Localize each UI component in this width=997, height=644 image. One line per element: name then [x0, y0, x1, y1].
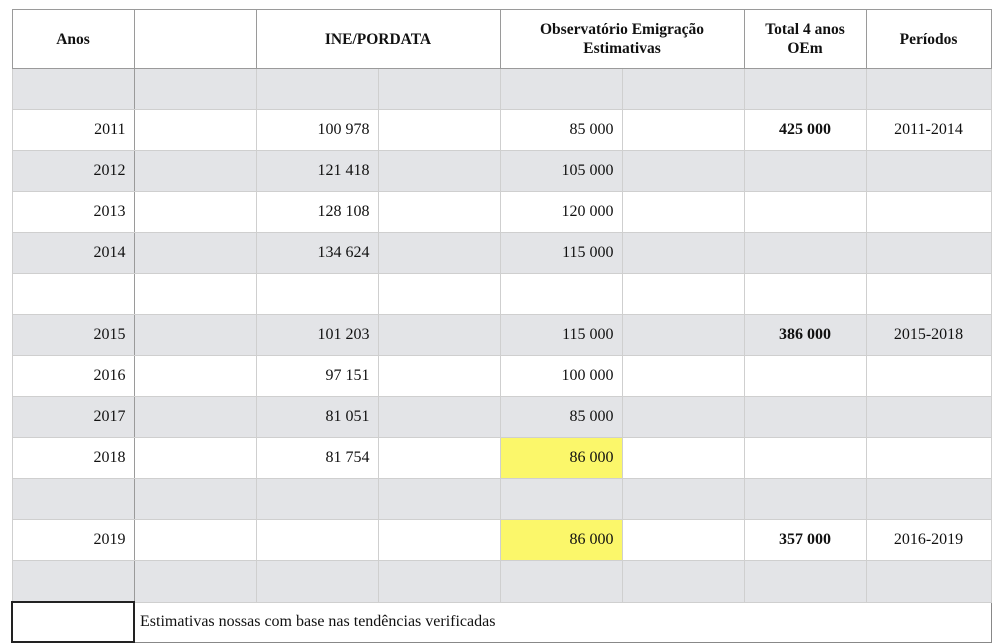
- header-blank: [134, 10, 256, 69]
- table-row: [12, 110, 991, 151]
- period-cell: [866, 356, 991, 397]
- cell: [378, 561, 500, 603]
- cell: [378, 356, 500, 397]
- total-cell: [744, 151, 866, 192]
- legend-note: Estimativas nossas com base nas tendências verificadas: [134, 602, 991, 642]
- cell: [256, 274, 378, 315]
- ine-cell: 121 418: [256, 151, 378, 192]
- cell: [622, 110, 744, 151]
- ine-cell: 128 108: [256, 192, 378, 233]
- cell: [256, 479, 378, 520]
- cell: [744, 479, 866, 520]
- cell: [622, 356, 744, 397]
- year-cell: 2014: [12, 233, 134, 274]
- ine-cell: 101 203: [256, 315, 378, 356]
- table-row: [12, 315, 991, 356]
- total-cell: [744, 356, 866, 397]
- period-cell: 2015-2018: [866, 315, 991, 356]
- cell: [622, 151, 744, 192]
- oem-cell: 120 000: [500, 192, 622, 233]
- cell: [12, 69, 134, 110]
- year-cell: 2012: [12, 151, 134, 192]
- spacer-row: [12, 274, 991, 315]
- cell: [134, 151, 256, 192]
- oem-cell: 85 000: [500, 397, 622, 438]
- year-cell: 2013: [12, 192, 134, 233]
- cell: [134, 479, 256, 520]
- cell: [378, 69, 500, 110]
- cell: [378, 151, 500, 192]
- oem-cell-estimate: 86 000: [500, 520, 622, 561]
- cell: [500, 561, 622, 603]
- cell: [744, 274, 866, 315]
- cell: [622, 233, 744, 274]
- header-anos: Anos: [12, 10, 134, 69]
- cell: [134, 192, 256, 233]
- ine-cell: 81 051: [256, 397, 378, 438]
- cell: [622, 192, 744, 233]
- cell: [134, 356, 256, 397]
- year-cell: 2017: [12, 397, 134, 438]
- cell: [134, 233, 256, 274]
- cell: [378, 520, 500, 561]
- period-cell: [866, 233, 991, 274]
- header-total-line2: OEm: [787, 40, 823, 57]
- cell: [866, 274, 991, 315]
- oem-cell: 115 000: [500, 315, 622, 356]
- period-cell: 2011-2014: [866, 110, 991, 151]
- oem-cell: 115 000: [500, 233, 622, 274]
- table-row: [12, 151, 991, 192]
- total-cell: 386 000: [744, 315, 866, 356]
- total-cell: [744, 397, 866, 438]
- year-cell: 2011: [12, 110, 134, 151]
- period-cell: 2016-2019: [866, 520, 991, 561]
- cell: [256, 69, 378, 110]
- year-cell: 2015: [12, 315, 134, 356]
- cell: [12, 479, 134, 520]
- cell: [622, 315, 744, 356]
- ine-cell: 134 624: [256, 233, 378, 274]
- cell: [500, 69, 622, 110]
- ine-cell: 81 754: [256, 438, 378, 479]
- cell: [134, 397, 256, 438]
- table-row: [12, 520, 991, 561]
- cell: [744, 69, 866, 110]
- spacer-row: [12, 69, 991, 110]
- cell: [378, 479, 500, 520]
- total-cell: [744, 438, 866, 479]
- table-row: [12, 397, 991, 438]
- legend-row: [12, 602, 991, 642]
- period-cell: [866, 192, 991, 233]
- cell: [622, 274, 744, 315]
- cell: [134, 110, 256, 151]
- header-total: [744, 10, 866, 69]
- oem-cell: 100 000: [500, 356, 622, 397]
- cell: [622, 520, 744, 561]
- cell: [134, 520, 256, 561]
- total-cell: 425 000: [744, 110, 866, 151]
- table-row: [12, 233, 991, 274]
- cell: [378, 110, 500, 151]
- total-cell: 357 000: [744, 520, 866, 561]
- emigration-table: [11, 9, 992, 643]
- cell: [622, 561, 744, 603]
- cell: [134, 274, 256, 315]
- cell: [134, 561, 256, 603]
- period-cell: [866, 438, 991, 479]
- period-cell: [866, 151, 991, 192]
- legend-swatch: [12, 602, 134, 642]
- cell: [866, 561, 991, 603]
- header-ine: INE/PORDATA: [256, 10, 500, 69]
- cell: [12, 274, 134, 315]
- cell: [378, 233, 500, 274]
- header-periodos: Períodos: [866, 10, 991, 69]
- cell: [622, 479, 744, 520]
- cell: [622, 397, 744, 438]
- cell: [500, 274, 622, 315]
- spacer-row: [12, 561, 991, 603]
- ine-cell: 97 151: [256, 356, 378, 397]
- table-row: [12, 438, 991, 479]
- header-oem-line2: Estimativas: [583, 40, 661, 57]
- total-cell: [744, 233, 866, 274]
- ine-cell: 100 978: [256, 110, 378, 151]
- cell: [378, 315, 500, 356]
- header-oem: [500, 10, 744, 69]
- table-row: [12, 192, 991, 233]
- cell: [378, 438, 500, 479]
- cell: [256, 561, 378, 603]
- header-oem-line1: Observatório Emigração: [540, 21, 705, 38]
- year-cell: 2016: [12, 356, 134, 397]
- oem-cell: 105 000: [500, 151, 622, 192]
- cell: [866, 479, 991, 520]
- oem-cell: 85 000: [500, 110, 622, 151]
- cell: [378, 274, 500, 315]
- cell: [134, 315, 256, 356]
- year-cell: 2018: [12, 438, 134, 479]
- year-cell: 2019: [12, 520, 134, 561]
- spacer-row: [12, 479, 991, 520]
- table-row: [12, 356, 991, 397]
- cell: [378, 397, 500, 438]
- cell: [622, 69, 744, 110]
- oem-cell-estimate: 86 000: [500, 438, 622, 479]
- total-cell: [744, 192, 866, 233]
- cell: [500, 479, 622, 520]
- ine-cell: [256, 520, 378, 561]
- cell: [134, 438, 256, 479]
- header-total-line1: Total 4 anos: [765, 21, 845, 38]
- cell: [378, 192, 500, 233]
- cell: [744, 561, 866, 603]
- cell: [12, 561, 134, 603]
- cell: [134, 69, 256, 110]
- header-row: [12, 10, 991, 69]
- cell: [866, 69, 991, 110]
- period-cell: [866, 397, 991, 438]
- cell: [622, 438, 744, 479]
